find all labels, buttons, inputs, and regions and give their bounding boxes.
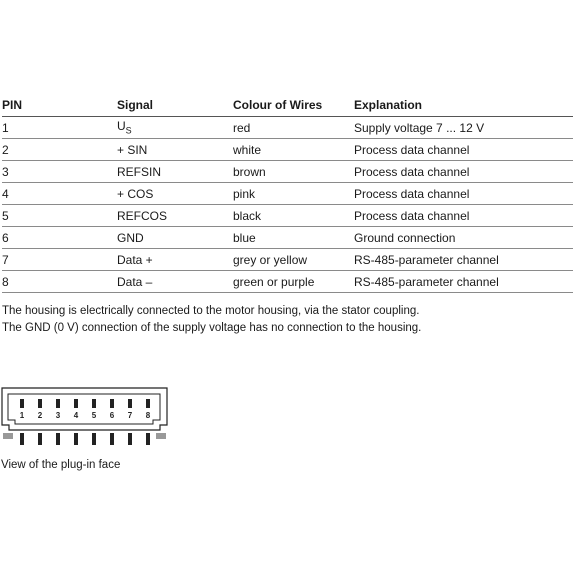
terminal-2 [38, 433, 42, 445]
pin-assignment-table [2, 98, 573, 293]
header-pin: PIN [2, 98, 117, 117]
colour-cell: green or purple [233, 271, 354, 293]
pin-cell: 2 [2, 139, 117, 161]
colour-cell: white [233, 139, 354, 161]
notes [2, 303, 421, 337]
pin-number-labels [20, 411, 151, 420]
contact-3 [56, 399, 60, 408]
pin-number-8: 8 [145, 411, 151, 420]
header-colour: Colour of Wires [233, 98, 354, 117]
terminal-3 [56, 433, 60, 445]
contact-4 [74, 399, 78, 408]
pin-number-1: 1 [19, 411, 25, 420]
terminal-shield-left [3, 433, 13, 439]
explanation-cell: Process data channel [354, 139, 573, 161]
connector-plug-face-diagram [0, 383, 170, 453]
contact-5 [92, 399, 96, 408]
colour-cell: red [233, 117, 354, 139]
pin-cell: 3 [2, 161, 117, 183]
colour-cell: grey or yellow [233, 249, 354, 271]
pin-number-6: 6 [109, 411, 115, 420]
terminal-1 [20, 433, 24, 445]
signal-cell: REFSIN [117, 161, 233, 183]
table-row [2, 205, 573, 227]
contact-row-top [20, 399, 150, 408]
terminal-4 [74, 433, 78, 445]
pin-cell: 1 [2, 117, 117, 139]
colour-cell: blue [233, 227, 354, 249]
explanation-cell: Supply voltage 7 ... 12 V [354, 117, 573, 139]
terminal-row-bottom [3, 433, 166, 445]
pin-number-2: 2 [37, 411, 43, 420]
note-gnd: The GND (0 V) connection of the supply voltage has no connection to the housing. [2, 322, 422, 334]
signal-cell: Data + [117, 249, 233, 271]
table-row [2, 227, 573, 249]
explanation-cell: RS-485-parameter channel [354, 249, 573, 271]
explanation-cell: Process data channel [354, 183, 573, 205]
explanation-cell: Process data channel [354, 205, 573, 227]
signal-cell: + COS [117, 183, 233, 205]
pin-cell: 6 [2, 227, 117, 249]
table-row [2, 271, 573, 293]
signal-cell: GND [117, 227, 233, 249]
contact-8 [146, 399, 150, 408]
terminal-8 [146, 433, 150, 445]
contact-2 [38, 399, 42, 408]
pin-number-5: 5 [91, 411, 97, 420]
signal-cell: Data – [117, 271, 233, 293]
terminal-6 [110, 433, 114, 445]
table-row [2, 139, 573, 161]
colour-cell: pink [233, 183, 354, 205]
pin-cell: 8 [2, 271, 117, 293]
pin-cell: 7 [2, 249, 117, 271]
table-row [2, 117, 573, 139]
table-row [2, 249, 573, 271]
header-signal: Signal [117, 98, 233, 117]
colour-cell: brown [233, 161, 354, 183]
terminal-5 [92, 433, 96, 445]
note-housing: The housing is electrically connected to the motor housing, via the stator coupling. [2, 305, 420, 317]
signal-subscript: S [125, 125, 132, 136]
colour-cell: black [233, 205, 354, 227]
signal-cell [117, 117, 233, 139]
signal-cell: + SIN [117, 139, 233, 161]
explanation-cell: Ground connection [354, 227, 573, 249]
pin-cell: 4 [2, 183, 117, 205]
connector-inner-outline [8, 394, 160, 424]
contact-7 [128, 399, 132, 408]
table-row [2, 183, 573, 205]
signal-text: U [117, 119, 126, 134]
explanation-cell: RS-485-parameter channel [354, 271, 573, 293]
signal-cell: REFCOS [117, 205, 233, 227]
contact-1 [20, 399, 24, 408]
table-row [2, 161, 573, 183]
pin-cell: 5 [2, 205, 117, 227]
pin-number-3: 3 [55, 411, 61, 420]
pin-number-7: 7 [127, 411, 133, 420]
contact-6 [110, 399, 114, 408]
diagram-caption: View of the plug-in face [1, 459, 121, 471]
terminal-shield-right [156, 433, 166, 439]
pin-number-4: 4 [73, 411, 79, 420]
header-explanation: Explanation [354, 98, 573, 117]
table-header-row [2, 98, 573, 117]
terminal-7 [128, 433, 132, 445]
explanation-cell: Process data channel [354, 161, 573, 183]
